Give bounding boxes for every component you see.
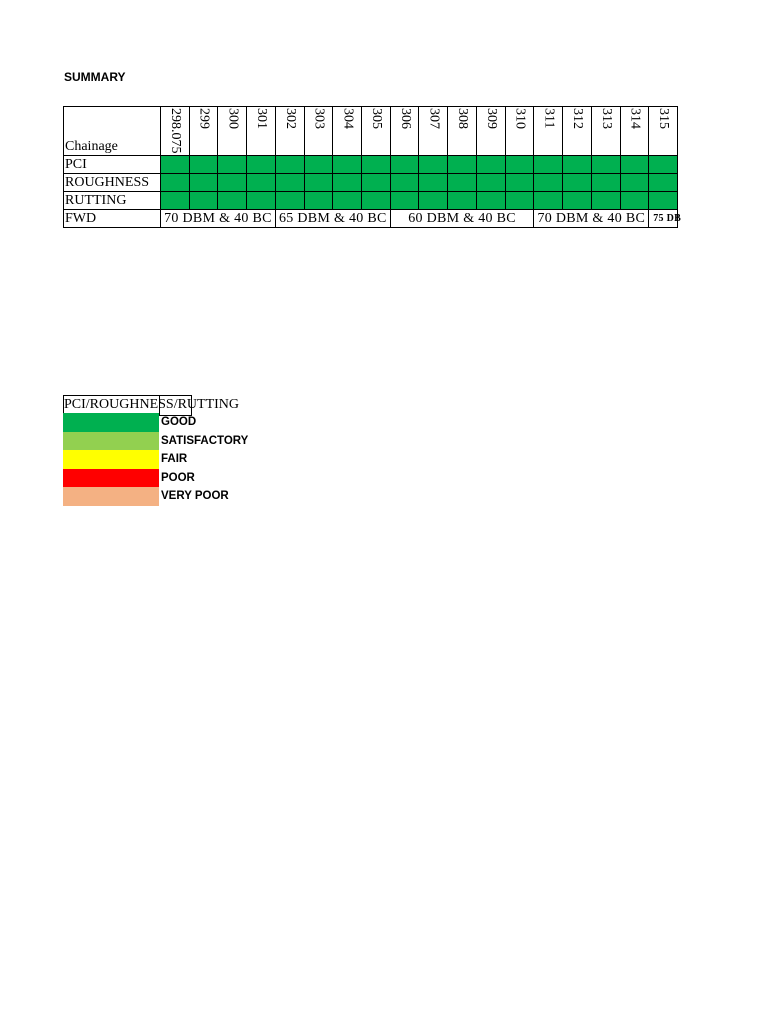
legend-item [63,469,243,488]
legend-label: FAIR [161,453,188,466]
rating-cell [505,156,534,174]
rating-cell [275,174,304,192]
chainage-cell [161,107,190,156]
rating-cell [247,174,276,192]
rating-cell [218,192,247,210]
chainage-label: 312 [570,108,586,129]
rating-cell [620,156,649,174]
rating-cell [362,156,391,174]
chainage-cell [247,107,276,156]
chainage-label: 308 [455,108,471,129]
chainage-cell [390,107,419,156]
fwd-segment: 70 DBM & 40 BC [161,210,276,228]
chainage-label: 305 [369,108,385,129]
rating-cell [189,156,218,174]
legend-item [63,413,243,432]
rating-cell [333,156,362,174]
legend-swatch [63,432,159,451]
rating-cell [304,174,333,192]
chainage-label: 310 [512,108,528,129]
legend-label: VERY POOR [161,490,229,503]
page-title: SUMMARY [64,70,126,84]
chainage-label: 298.075 [168,108,183,154]
rating-cell [505,192,534,210]
chainage-cell [448,107,477,156]
rating-cell [448,174,477,192]
legend-header [63,396,243,413]
rating-cell [419,192,448,210]
rating-cell [275,192,304,210]
rating-cell [247,192,276,210]
rating-cell [649,156,678,174]
rating-cell [189,192,218,210]
rating-cell [390,156,419,174]
rating-cell [161,192,190,210]
fwd-segment: 65 DBM & 40 BC [275,210,390,228]
chainage-cell [362,107,391,156]
legend-label: GOOD [161,416,197,428]
rating-cell [534,192,563,210]
rating-cell [563,156,592,174]
table-row [64,174,678,192]
legend-item [63,432,249,451]
chainage-cell [591,107,620,156]
chainage-label: 301 [254,108,270,129]
row-label: ROUGHNESS [64,174,161,192]
fwd-row [64,210,678,228]
rating-cell [620,192,649,210]
chainage-header: Chainage [64,107,161,156]
rating-cell [419,156,448,174]
rating-cell [448,192,477,210]
rating-cell [476,156,505,174]
rating-cell [362,192,391,210]
chainage-label: 304 [340,108,356,129]
rating-cell [419,174,448,192]
rating-cell [304,156,333,174]
rating-cell [161,156,190,174]
rating-cell [649,174,678,192]
row-label: FWD [64,210,161,228]
rating-cell [591,174,620,192]
legend-item [63,487,243,506]
chainage-cell [505,107,534,156]
rating-cell [591,156,620,174]
fwd-segment: 70 DBM & 40 BC [534,210,649,228]
row-label: RUTTING [64,192,161,210]
table-row [64,192,678,210]
rating-cell [390,192,419,210]
chainage-label: 314 [627,108,643,129]
chainage-label: 302 [282,108,298,129]
rating-cell [534,156,563,174]
chainage-cell [563,107,592,156]
chainage-cell [649,107,678,156]
chainage-label: 303 [311,108,327,129]
chainage-cell [275,107,304,156]
chainage-cell [218,107,247,156]
chainage-cell [304,107,333,156]
rating-cell [304,192,333,210]
chainage-cell [476,107,505,156]
chainage-label: 315 [656,108,672,129]
rating-cell [448,156,477,174]
chainage-label: 300 [225,108,241,129]
chainage-cell [333,107,362,156]
legend-swatch [63,469,159,488]
rating-cell [505,174,534,192]
rating-cell [649,192,678,210]
chainage-label: 311 [541,108,557,129]
legend-swatch [63,413,159,432]
legend-header-text: PCI/ROUGHNESS/RUTTING [64,397,240,412]
table-row [64,156,678,174]
rating-cell [247,156,276,174]
rating-cell [362,174,391,192]
row-label: PCI [64,156,161,174]
chainage-cell [189,107,218,156]
chainage-label: 313 [598,108,614,129]
rating-cell [161,174,190,192]
rating-cell [333,174,362,192]
rating-cell [275,156,304,174]
rating-cell [591,192,620,210]
legend-swatch [63,450,159,469]
fwd-segment: 75 DB [649,210,678,228]
rating-cell [563,192,592,210]
chainage-cell [534,107,563,156]
legend-item [63,450,243,469]
legend-label: SATISFACTORY [161,434,249,447]
chainage-cell [419,107,448,156]
rating-cell [534,174,563,192]
rating-cell [476,192,505,210]
chainage-label: 309 [483,108,499,129]
rating-cell [218,156,247,174]
summary-table [63,106,682,231]
chainage-label: 307 [426,108,442,129]
rating-cell [476,174,505,192]
fwd-segment: 60 DBM & 40 BC [390,210,534,228]
rating-cell [390,174,419,192]
rating-cell [333,192,362,210]
rating-cell [189,174,218,192]
chainage-cell [620,107,649,156]
rating-cell [563,174,592,192]
rating-cell [620,174,649,192]
chainage-label: 299 [196,108,212,129]
header-row [64,107,678,156]
legend-label: POOR [161,471,195,484]
legend [63,396,249,506]
chainage-label: 306 [397,108,413,129]
rating-cell [218,174,247,192]
legend-swatch [63,487,159,506]
